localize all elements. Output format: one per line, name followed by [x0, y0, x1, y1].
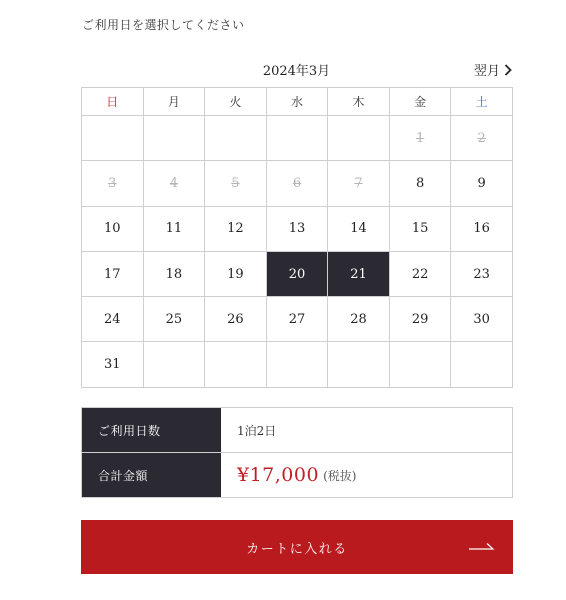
add-to-cart-label: カートに入れる [246, 541, 348, 557]
calendar-week-row [82, 161, 513, 206]
calendar-day[interactable]: 30 [451, 297, 513, 342]
weekday-row [82, 88, 513, 116]
calendar-week-row [82, 116, 513, 161]
calendar-day[interactable]: 25 [143, 297, 205, 342]
days-row [82, 408, 512, 452]
calendar-day[interactable]: 21 [328, 251, 390, 296]
weekday-fri: 金 [389, 88, 451, 116]
chevron-right-icon [504, 64, 512, 76]
total-label: 合計金額 [82, 453, 221, 497]
next-month-button[interactable] [474, 60, 512, 79]
calendar-day[interactable]: 14 [328, 206, 390, 251]
next-month-label: 翌月 [473, 64, 500, 79]
weekday-mon: 月 [143, 88, 205, 116]
month-title: 2024年3月 [262, 64, 331, 79]
instruction-text: ご利用日を選択してください [82, 18, 245, 32]
calendar-empty-cell [82, 116, 144, 161]
calendar-day[interactable]: 13 [266, 206, 328, 251]
add-to-cart-button[interactable] [81, 520, 513, 574]
booking-summary [81, 407, 513, 498]
calendar-day[interactable]: 24 [82, 297, 144, 342]
arrow-right-icon [469, 542, 495, 550]
calendar-week-row [82, 206, 513, 251]
calendar-day: 7 [328, 161, 390, 206]
calendar-day[interactable]: 17 [82, 251, 144, 296]
calendar-day[interactable]: 10 [82, 206, 144, 251]
calendar-day[interactable]: 18 [143, 251, 205, 296]
calendar-header [81, 58, 512, 82]
calendar-day: 1 [389, 116, 451, 161]
calendar-day[interactable]: 9 [451, 161, 513, 206]
calendar-empty-cell [266, 116, 328, 161]
calendar-day[interactable]: 27 [266, 297, 328, 342]
calendar-empty-cell [143, 342, 205, 387]
calendar-week-row [82, 297, 513, 342]
tax-note: (税抜) [323, 468, 357, 483]
calendar-day: 3 [82, 161, 144, 206]
weekday-wed: 水 [266, 88, 328, 116]
calendar-day[interactable]: 23 [451, 251, 513, 296]
calendar-day[interactable]: 22 [389, 251, 451, 296]
total-value-cell [221, 453, 512, 497]
total-price: ¥17,000 [237, 464, 320, 486]
days-value: 1泊2日 [237, 423, 277, 438]
calendar-empty-cell [205, 116, 267, 161]
calendar-day: 5 [205, 161, 267, 206]
calendar-day[interactable]: 15 [389, 206, 451, 251]
calendar-empty-cell [328, 342, 390, 387]
calendar-day[interactable]: 19 [205, 251, 267, 296]
weekday-thu: 木 [328, 88, 390, 116]
weekday-tue: 火 [205, 88, 267, 116]
calendar-day[interactable]: 26 [205, 297, 267, 342]
calendar-day[interactable]: 16 [451, 206, 513, 251]
calendar-week-row [82, 251, 513, 296]
calendar-week-row [82, 342, 513, 387]
weekday-sun: 日 [82, 88, 144, 116]
calendar-day[interactable]: 8 [389, 161, 451, 206]
calendar-empty-cell [389, 342, 451, 387]
calendar-empty-cell [328, 116, 390, 161]
calendar-day[interactable]: 29 [389, 297, 451, 342]
calendar-day[interactable]: 12 [205, 206, 267, 251]
calendar-empty-cell [451, 342, 513, 387]
calendar-empty-cell [205, 342, 267, 387]
total-row [82, 452, 512, 497]
calendar-day[interactable]: 28 [328, 297, 390, 342]
calendar-empty-cell [143, 116, 205, 161]
calendar-day[interactable]: 20 [266, 251, 328, 296]
calendar-day: 4 [143, 161, 205, 206]
calendar-day[interactable]: 31 [82, 342, 144, 387]
calendar-day: 2 [451, 116, 513, 161]
calendar-empty-cell [266, 342, 328, 387]
calendar-grid [81, 87, 513, 388]
days-label: ご利用日数 [82, 408, 221, 452]
calendar-day[interactable]: 11 [143, 206, 205, 251]
weekday-sat: 土 [451, 88, 513, 116]
calendar-day: 6 [266, 161, 328, 206]
